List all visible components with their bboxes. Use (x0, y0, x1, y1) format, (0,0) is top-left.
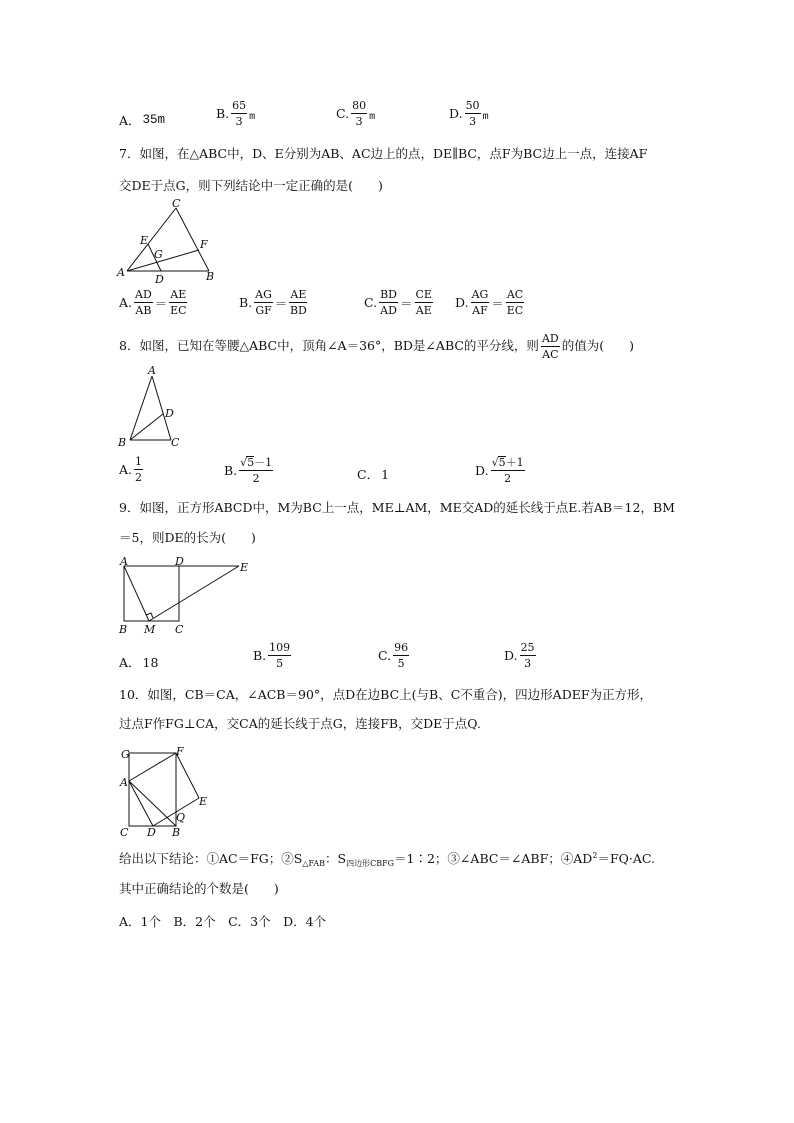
q7-stem-line1: 7．如图，在△ABC中，D、E分别为AB、AC边上的点，DE∥BC，点F为BC边上一点，连接AF (119, 146, 648, 161)
label-e: E (240, 561, 249, 574)
q10-options: A．1个 B．2个 C．3个 D．4个 (119, 914, 327, 929)
label-e: E (199, 795, 208, 808)
q9-option-d: D. $\frac{25}{3}$ (504, 641, 535, 670)
segment-ab (130, 376, 152, 440)
q7-option-c: C. $\frac{BD}{AD}$ ＝ $\frac{CE}{AE}$ (364, 288, 432, 317)
label-a: A (117, 266, 125, 279)
q10-question: 其中正确结论的个数是( ) (119, 881, 279, 896)
label-b: B (172, 826, 181, 839)
label-b: B (118, 436, 127, 449)
q6-option-b: B. $\frac{65}{3}$ m (216, 99, 256, 128)
q7-option-b: B. $\frac{AG}{GF}$ ＝ $\frac{AE}{BD}$ (239, 288, 307, 317)
label-q: Q (176, 811, 186, 824)
label-d: D (165, 407, 174, 420)
label-a: A (120, 776, 128, 789)
segment-af (129, 753, 176, 781)
q8-isosceles-figure (115, 364, 195, 450)
label-c: C (175, 623, 184, 636)
fraction-ad-ac: $\frac{AD}{AC}$ (541, 332, 559, 361)
label-b: B (119, 623, 128, 636)
q9-stem-line1: 9．如图，正方形ABCD中，M为BC上一点，ME⊥AM，ME交AD的延长线于点E.若AB＝12，BM (119, 500, 675, 515)
label-c: C (171, 436, 180, 449)
segment-ab (129, 781, 176, 826)
q8-option-c: C． 1 (357, 466, 390, 482)
label-g: G (154, 248, 163, 261)
q9-option-b: B. $\frac{109}{5}$ (253, 641, 291, 670)
q9-square-figure (115, 554, 255, 638)
q9-option-a: A． 18 (119, 654, 159, 670)
fraction: $\frac{80}{3}$ (352, 99, 367, 128)
label-f: F (200, 238, 208, 251)
segment-ad (129, 781, 153, 826)
label-c: C (172, 197, 181, 210)
square-abcd (124, 566, 179, 621)
segment-am (124, 566, 149, 621)
label-a: A (120, 555, 128, 568)
rect-cbfg (129, 753, 176, 826)
segment-me (149, 566, 239, 621)
segment-af (127, 250, 199, 271)
q8-option-d: D. $\frac{√5+1}{2}$ (475, 456, 524, 485)
segment-fe (176, 753, 199, 798)
label-d: D (147, 826, 156, 839)
q7-stem-line2: 交DE于点G，则下列结论中一定正确的是( ) (119, 178, 383, 193)
q8-stem: 8．如图，已知在等腰△ABC中，顶角∠A＝36°，BD是∠ABC的平分线，则 $\frac{AD}{AC}$ 的值为( ) (119, 332, 634, 361)
label-d: D (175, 555, 184, 568)
q8-option-b: B. $\frac{√5-1}{2}$ (224, 456, 273, 485)
segment-ac (127, 208, 176, 271)
label-m: M (144, 623, 156, 636)
label-a: A (148, 364, 156, 377)
q6-option-a: A． 35m (119, 113, 166, 128)
q7-option-a: A. $\frac{AD}{AB}$ ＝ $\frac{AE}{EC}$ (119, 288, 187, 317)
label-g: G (121, 748, 130, 761)
q9-option-c: C. $\frac{96}{5}$ (378, 641, 409, 670)
q10-conclusions: 给出以下结论：①AC＝FG；$②S_{\triangle FAB}$：$S_{四边形CBFG}=1∶2$；③∠ABC＝∠ABF；$④AD^2=FQ\cdot AC$. (119, 851, 655, 868)
q7-triangle-figure (115, 196, 225, 286)
q8-option-a: A. $\frac{1}{2}$ (119, 455, 143, 484)
fraction: $\frac{50}{3}$ (465, 99, 480, 128)
label-c: C (120, 826, 129, 839)
fraction: $\frac{65}{3}$ (232, 99, 247, 128)
q10-stem-line2: 过点F作FG⊥CA，交CA的延长线于点G，连接FB，交DE于点Q. (119, 716, 481, 731)
label-d: D (155, 273, 164, 286)
q9-stem-line2: ＝5，则DE的长为( ) (119, 530, 256, 545)
label-f: F (176, 745, 184, 758)
q6-option-d: D. $\frac{50}{3}$ m (449, 99, 489, 128)
q10-square-figure (115, 741, 225, 839)
q7-option-d: D. $\frac{AG}{AF}$ ＝ $\frac{AC}{EC}$ (455, 288, 524, 317)
q6-option-c: C. $\frac{80}{3}$ m (336, 99, 376, 128)
q10-stem-line1: 10．如图，CB＝CA，∠ACB＝90°，点D在边BC上(与B、C不重合)，四边形ADEF为正方形， (119, 687, 653, 702)
label-e: E (140, 234, 149, 247)
label-b: B (206, 270, 215, 283)
